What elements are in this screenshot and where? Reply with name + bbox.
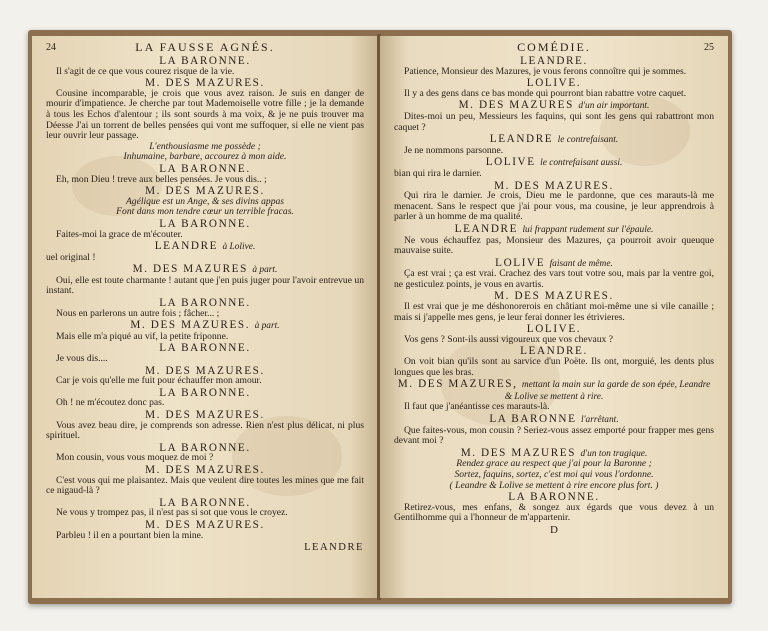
speaker-label: M. DES MAZURES. xyxy=(494,290,614,303)
stage-direction: faisant de même. xyxy=(549,258,613,269)
left-running-title: LA FAUSSE AGNÉS. xyxy=(135,40,275,54)
speaker-label: LA BARONNE xyxy=(489,413,577,425)
right-page-number: 25 xyxy=(704,42,714,53)
verse-line: L'enthousiasme me possède ; xyxy=(149,140,261,152)
dialogue-text: Il y a des gens dans ce bas monde qui pourront bian rabattre votre caquet. xyxy=(404,87,687,99)
dialogue-text: Il est vrai que je me déshonorerois en châtiant moi-même une si vile canaille ; mais si j'appelle mes gens, je leur ferai donner les étrivieres. xyxy=(394,301,714,323)
speaker-label: LOLIVE. xyxy=(526,77,582,90)
speaker-label: M. DES MAZURES. xyxy=(145,518,265,531)
right-page-text xyxy=(394,56,714,524)
speaker-label: LEANDRE. xyxy=(520,345,588,358)
dialogue-text: Mais elle m'a piqué au vif, la petite friponne. xyxy=(56,330,229,342)
speaker-label: M. DES MAZURES. xyxy=(145,364,265,377)
speaker-name xyxy=(394,134,714,146)
dialogue-text: bian qui rira le darnier. xyxy=(394,167,482,179)
stage-direction: le contrefaisant. xyxy=(557,135,619,146)
dialogue-text: Ne vous y trompez pas, il n'est pas si sot que vous le croyez. xyxy=(56,507,288,519)
dialogue-text: Eh, mon Dieu ! treve aux belles pensées. Je vous dis.. ; xyxy=(56,173,267,185)
speaker-name xyxy=(46,520,364,531)
left-page xyxy=(32,36,378,598)
dialogue-text: Il s'agit de ce que vous courez risque de la vie. xyxy=(56,65,235,77)
speaker-name xyxy=(46,465,364,476)
speaker-label: LEANDRE xyxy=(454,222,519,235)
stage-direction: d'un ton tragique. xyxy=(580,448,648,459)
speaker-name xyxy=(46,56,364,67)
speaker-label: LA BARONNE. xyxy=(159,162,251,175)
speaker-name xyxy=(46,219,364,230)
speaker-name xyxy=(394,379,714,402)
left-catchword: LEANDRE xyxy=(304,542,364,554)
speaker-label: M. DES MAZURES. xyxy=(130,319,251,332)
speaker-label: LEANDRE xyxy=(489,133,554,146)
stage-direction: à Lolive. xyxy=(222,242,256,253)
stage-direction: d'un air important. xyxy=(578,101,650,112)
right-page-content xyxy=(394,42,714,592)
speaker-label: LA BARONNE. xyxy=(159,297,251,310)
speaker-label: M. DES MAZURES. xyxy=(145,77,265,90)
dialogue-text: Il faut que j'anéantisse ces marauts-là. xyxy=(404,401,550,413)
speaker-label: LOLIVE xyxy=(485,156,536,169)
speaker-label: LA BARONNE. xyxy=(508,491,600,504)
dialogue-text: Dites-moi un peu, Messieurs les faquins, qui sont les gens qui rabattront mon caquet ? xyxy=(394,110,714,133)
left-page-number: 24 xyxy=(46,42,56,53)
stage-direction: à part. xyxy=(254,321,280,332)
dialogue-text: Faites-moi la grace de m'écouter. xyxy=(56,228,183,240)
speaker-label: M. DES MAZURES xyxy=(460,446,577,459)
dialogue-text: Parbleu ! il en a pourtant bien la mine. xyxy=(56,529,204,541)
verse-line: Font dans mon tendre cœur un terrible fracas. xyxy=(116,206,294,218)
right-page xyxy=(380,36,728,598)
verse-line: Inhumaine, barbare, accourez à mon aide. xyxy=(123,151,287,163)
dialogue-text: Ne vous échauffez pas, Monsieur des Mazures, ça pourroit avoir queuque mauvaise suite. xyxy=(394,234,714,257)
dialogue-text: Retirez-vous, mes enfans, & songez aux égards que vous devez à un Gentilhomme qui a l'honneur de m'appartenir. xyxy=(394,501,714,524)
speaker-label: M. DES MAZURES xyxy=(458,99,574,112)
speaker-name xyxy=(394,414,714,426)
verse-line: Rendez grace au respect que j'ai pour la Baronne ; xyxy=(456,458,652,470)
dialogue-text: uel original ! xyxy=(46,251,96,263)
dialogue-text: Ça est vrai ; ça est vrai. Crachez des vars tout votre sou, mais par la ventre goi, ne gesticulez points, je vous en avartis. xyxy=(394,268,714,290)
speaker-label: LA BARONNE. xyxy=(159,342,251,355)
verse-line: ( Leandre & Lolive se mettent à rire encore plus fort. ) xyxy=(449,479,659,491)
dialogue-text: Que faites-vous, mon cousin ? Seriez-vous assez emporté pour frapper mes gens devant moi ? xyxy=(394,424,714,447)
stage-direction: le contrefaisant aussi. xyxy=(540,158,623,169)
speaker-label: LA BARONNE. xyxy=(159,441,251,454)
speaker-label: M. DES MAZURES. xyxy=(145,463,265,476)
right-running-head xyxy=(394,42,714,55)
speaker-name xyxy=(394,224,714,236)
verse-line: Sortez, faquins, sortez, c'est moi qui vous l'ordonne. xyxy=(454,468,654,480)
speaker-name xyxy=(394,56,714,67)
stage-direction: l'arrêtant. xyxy=(580,415,619,425)
speaker-label: M. DES MAZURES, xyxy=(397,378,518,391)
dialogue-text: Vous avez beau dire, je comprends son adresse. Rien n'est plus délicat, ni plus spirituel. xyxy=(46,419,364,442)
dialogue-text: Cousine incomparable, je crois que vous avez raison. Je suis en danger de mourir d'impatience. Je cherche par tout Mademoiselle votre fille ; je la demande à tous les Echos d'alentour ; ils sont sourds à ma voix, & je ne puis trouver ma Déesse J'ai un torrent de belles pensées qui vont me suffoquer, si elle ne vient pas leur ouvrir leur passage. xyxy=(46,87,364,142)
speaker-label: LOLIVE xyxy=(495,256,546,269)
verse-line: Agélique est un Ange, & ses divins appas xyxy=(125,195,285,207)
dialogue-text: Qui rira le darnier. Je crois, Dieu me le pardonne, que ces marauts-là me menacent. Sans le respect que j'ai pour vous, ma cousine, je leur apprendrois à parler à un homme de ma qualité. xyxy=(394,190,714,223)
speaker-label: M. DES MAZURES. xyxy=(145,185,265,198)
left-page-content xyxy=(46,42,364,592)
open-book xyxy=(28,30,732,604)
dialogue-text: Vos gens ? Sont-ils aussi vigoureux que vos chevaux ? xyxy=(404,333,613,345)
speaker-label: M. DES MAZURES. xyxy=(145,409,265,421)
dialogue-text: Car je vois qu'elle me fuit pour échauffer mon amour. xyxy=(56,375,262,387)
left-running-head xyxy=(46,42,364,55)
speaker-name xyxy=(46,410,364,421)
dialogue-text: Patience, Monsieur des Mazures, je vous ferons connoître qui je sommes. xyxy=(404,65,687,77)
stage-direction: mettant la main sur la garde de son épée, Leandre & Lolive se mettent à rire. xyxy=(504,380,711,402)
dialogue-text: C'est vous qui me plaisantez. Mais que veulent dire toutes les mines que me fait ce nigaud-là ? xyxy=(46,474,364,497)
right-signature-mark: D xyxy=(550,523,558,536)
speaker-label: LA BARONNE. xyxy=(159,55,251,67)
stage-direction: lui frappant rudement sur l'épaule. xyxy=(522,224,654,235)
speaker-label: LOLIVE. xyxy=(526,323,582,336)
speaker-label: LEANDRE. xyxy=(520,55,588,67)
speaker-label: LEANDRE xyxy=(154,240,219,253)
dialogue-text: Oui, elle est toute charmante ! autant que j'en puis juger pour l'avoir entrevue un instant. xyxy=(46,274,364,297)
speaker-label: M. DES MAZURES. xyxy=(494,179,614,192)
dialogue-text: Je vous dis.... xyxy=(56,353,108,365)
speaker-label: LA BARONNE. xyxy=(159,217,251,230)
speaker-label: M. DES MAZURES xyxy=(132,263,248,276)
dialogue-text: On voit bian qu'ils sont au sarvice d'un Poëte. Ils ont, morguié, les dents plus longues que les bras. xyxy=(394,356,714,378)
speaker-name xyxy=(46,241,364,253)
right-running-title: COMÉDIE. xyxy=(517,40,591,54)
dialogue-text: Je ne nommons parsonne. xyxy=(404,144,504,156)
left-page-text xyxy=(46,56,364,541)
dialogue-text: Mon cousin, vous vous moquez de moi ? xyxy=(56,452,214,464)
dialogue-text: Nous en parlerons un autre fois ; fâcher... ; xyxy=(56,307,220,319)
stage-direction: à part. xyxy=(252,265,278,276)
speaker-label: LA BARONNE. xyxy=(159,496,251,509)
dialogue-text: Oh ! ne m'écoutez donc pas. xyxy=(56,397,165,409)
speaker-label: LA BARONNE. xyxy=(159,386,251,399)
speaker-name xyxy=(46,164,364,175)
